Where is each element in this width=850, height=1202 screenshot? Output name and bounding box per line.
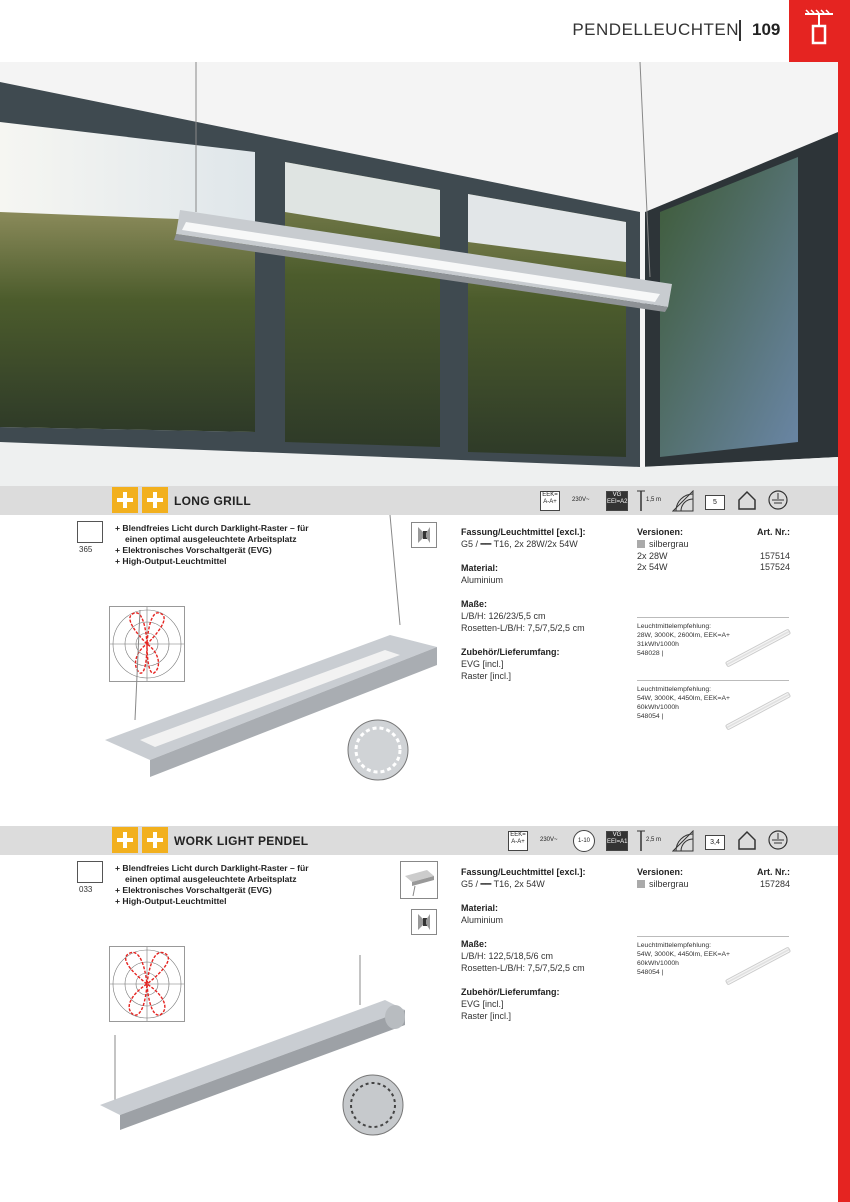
rec-line: 60kWh/1000h: [637, 704, 679, 711]
plus-icon: [142, 827, 168, 853]
plus-icon: [142, 487, 168, 513]
energy-label-icon: EEK= A-A+: [508, 831, 528, 851]
variant-art-number: 157514: [759, 551, 790, 561]
voltage-label: 230V~: [572, 497, 590, 503]
feature-item-cont: einen optimal ausgeleuchtete Arbeitsplatz: [125, 874, 297, 884]
spec-dims-label: Maße:: [461, 939, 488, 949]
rec-code[interactable]: 548028 |: [637, 650, 664, 657]
product-title: WORK LIGHT PENDEL: [174, 834, 309, 848]
variant-label: 2x 54W: [637, 562, 668, 572]
color-name: silbergrau: [649, 879, 689, 889]
product-bar-long-grill: [0, 486, 838, 515]
feature-item-cont: einen optimal ausgeleuchtete Arbeitsplatz: [125, 534, 297, 544]
product-image-work-light-pendel: [95, 955, 445, 1155]
beam-angle-icon: [672, 830, 694, 852]
feature-item: + Blendfreies Licht durch Darklight-Raster – für: [115, 863, 330, 874]
rosette-image: [400, 861, 438, 899]
ballast-icon: VG EEI=A2: [606, 491, 628, 511]
product-title: LONG GRILL: [174, 494, 251, 508]
indoor-use-icon: [737, 490, 757, 510]
art-number-header: Art. Nr.:: [756, 867, 790, 877]
versions-header: Versionen:: [637, 867, 684, 877]
rec-line: 54W, 3000K, 4450lm, EEK=A+: [637, 951, 730, 958]
color-option: [637, 879, 689, 889]
versions-header: Versionen:: [637, 527, 684, 537]
rec-line: 28W, 3000K, 2600lm, EEK=A+: [637, 632, 730, 639]
page-number: 109: [752, 20, 781, 39]
spec-scope-label: Zubehör/Lieferumfang:: [461, 987, 560, 997]
rec-line: 31kWh/1000h: [637, 641, 679, 648]
spec-material-value: Aluminium: [461, 915, 504, 925]
feature-item: + Blendfreies Licht durch Darklight-Raster – für: [115, 523, 330, 534]
spec-dims-value: L/B/H: 126/23/5,5 cm: [461, 611, 546, 621]
feature-item: + High-Output-Leuchtmittel: [115, 896, 330, 907]
spec-rosette-value: Rosetten-L/B/H: 7,5/7,5/2,5 cm: [461, 963, 585, 973]
lamp-recommendation: [637, 936, 789, 977]
spec-socket-value: G5 / ━━ T16, 2x 54W: [461, 879, 545, 889]
spec-material-label: Material:: [461, 563, 499, 573]
spec-scope-value: EVG [incl.]: [461, 659, 504, 669]
ballast-icon: VG EEI=A1: [606, 831, 628, 851]
beam-angle-icon: [672, 490, 694, 512]
cable-length-label: 1,5 m: [646, 497, 662, 503]
spec-socket-value: G5 / ━━ T16, 2x 28W/2x 54W: [461, 539, 578, 549]
rec-title: Leuchtmittelempfehlung:: [637, 942, 712, 949]
cable-length-icon: [636, 490, 646, 512]
spec-scope-value: Raster [incl.]: [461, 671, 512, 681]
feature-list: [115, 863, 330, 907]
protection-class-icon: [768, 490, 788, 510]
spec-rosette-value: Rosetten-L/B/H: 7,5/7,5/2,5 cm: [461, 623, 585, 633]
art-number-header: Art. Nr.:: [756, 527, 790, 537]
dimmer-icon: 1-10: [573, 830, 595, 852]
header-separator: [739, 20, 741, 41]
variant-art-number: 157284: [759, 879, 790, 889]
rec-code[interactable]: 548054 |: [637, 713, 664, 720]
light-direction-icon: [411, 909, 437, 935]
ip-rating-icon: 3,4: [705, 835, 725, 850]
rec-title: Leuchtmittelempfehlung:: [637, 686, 712, 693]
spec-scope-label: Zubehör/Lieferumfang:: [461, 647, 560, 657]
lamp-recommendation: [637, 680, 789, 721]
variant-label: 2x 28W: [637, 551, 668, 561]
color-option: [637, 539, 689, 549]
rec-line: 54W, 3000K, 4450lm, EEK=A+: [637, 695, 730, 702]
indoor-use-icon: [737, 830, 757, 850]
section-title: PENDELLEUCHTEN: [572, 20, 739, 39]
rec-line: 60kWh/1000h: [637, 960, 679, 967]
spec-socket-label: Fassung/Leuchtmittel [excl.]:: [461, 867, 586, 877]
lamp-type-icon: [77, 861, 103, 883]
cable-length-label: 2,5 m: [646, 837, 662, 843]
lamp-count: 365: [79, 545, 93, 554]
energy-label-icon: EEK= A-A+: [540, 491, 560, 511]
hero-photo: [0, 62, 838, 486]
voltage-label: 230V~: [540, 837, 558, 843]
feature-item: + Elektronisches Vorschaltgerät (EVG): [115, 545, 330, 556]
spec-scope-value: Raster [incl.]: [461, 1011, 512, 1021]
protection-class-icon: [768, 830, 788, 850]
spec-material-label: Material:: [461, 903, 499, 913]
plus-icon: [112, 487, 138, 513]
rec-code[interactable]: 548054 |: [637, 969, 664, 976]
category-tab[interactable]: [789, 0, 850, 62]
product-bar-work-light-pendel: [0, 826, 838, 855]
rec-title: Leuchtmittelempfehlung:: [637, 623, 712, 630]
color-name: silbergrau: [649, 539, 689, 549]
pendant-lamp-icon: [789, 0, 850, 62]
cable-length-icon: [636, 830, 646, 852]
spec-socket-label: Fassung/Leuchtmittel [excl.]:: [461, 527, 586, 537]
color-swatch: [637, 880, 645, 888]
color-swatch: [637, 540, 645, 548]
feature-item: + Elektronisches Vorschaltgerät (EVG): [115, 885, 330, 896]
spec-dims-label: Maße:: [461, 599, 488, 609]
plus-icon: [112, 827, 138, 853]
variant-art-number: 157524: [759, 562, 790, 572]
product-image-long-grill: [100, 515, 445, 785]
lamp-recommendation: [637, 617, 789, 658]
spec-dims-value: L/B/H: 122,5/18,5/6 cm: [461, 951, 554, 961]
spec-material-value: Aluminium: [461, 575, 504, 585]
feature-item: + High-Output-Leuchtmittel: [115, 556, 330, 567]
lamp-count: 033: [79, 885, 93, 894]
spec-scope-value: EVG [incl.]: [461, 999, 504, 1009]
page-edge-strip: [838, 62, 850, 1202]
ip-rating-icon: 5: [705, 495, 725, 510]
